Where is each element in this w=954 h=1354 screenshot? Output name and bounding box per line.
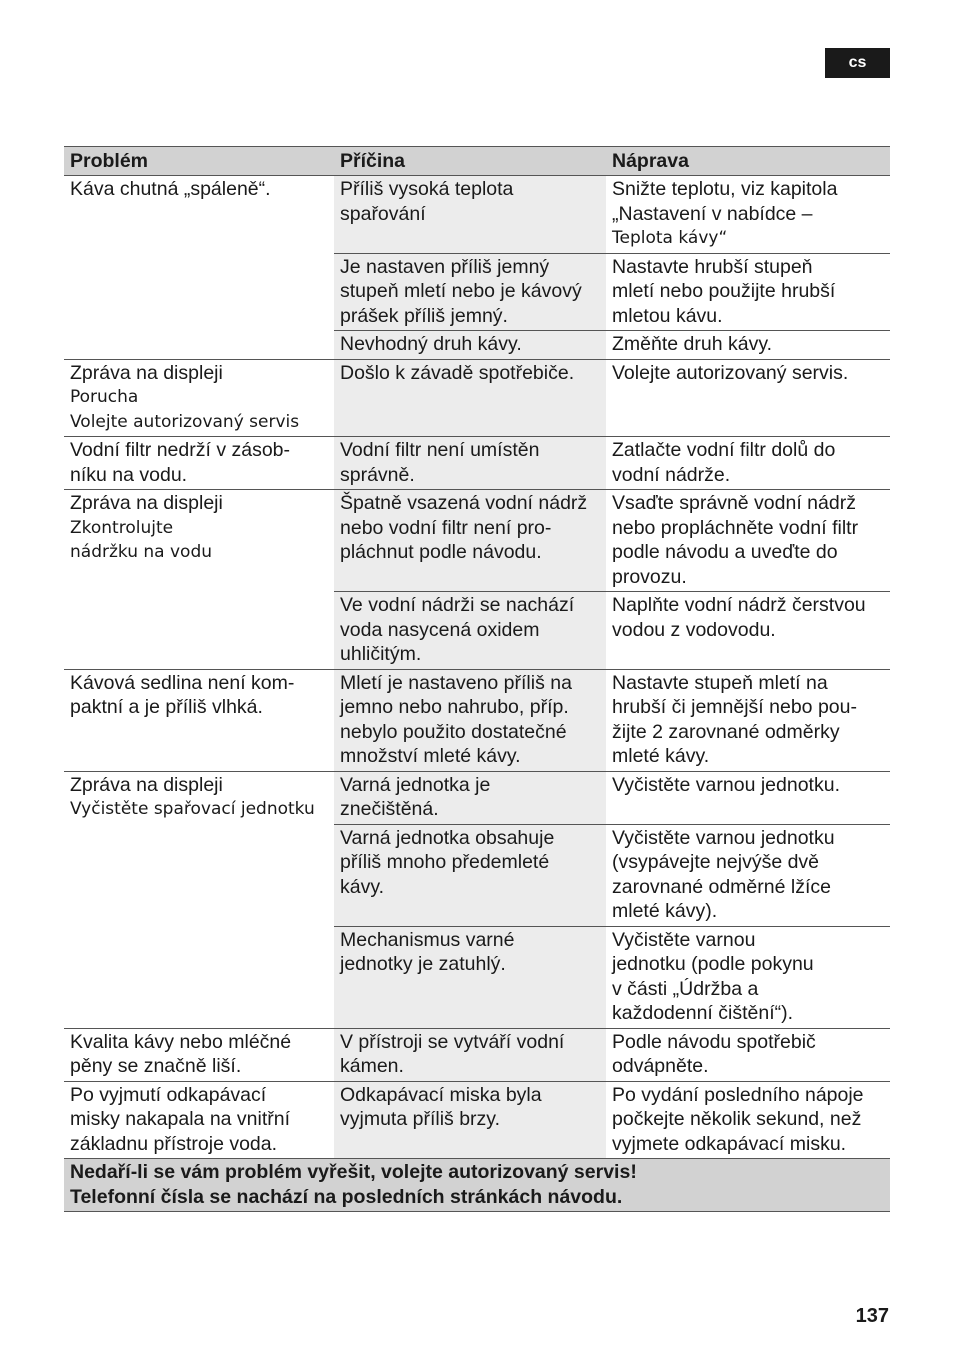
text-line: Mletí je nastaveno příliš na — [340, 671, 572, 694]
text-line: misky nakapala na vnitřní — [70, 1108, 291, 1130]
text-line: mleté kávy. — [612, 745, 710, 767]
text-line: spařování — [340, 202, 426, 225]
text-line: jemno nebo nahrubo, příp. — [340, 696, 569, 718]
text-line: Ve vodní nádrži se nachází — [340, 594, 575, 616]
text-line: správně. — [340, 463, 415, 486]
fix-cell — [606, 926, 890, 1028]
cause-cell — [334, 490, 606, 592]
text-line: jednotku (podle pokynu — [612, 953, 814, 975]
text-line: (vsypávejte nejvýše dvě — [612, 851, 820, 873]
text-line: Snižte teplotu, viz kapitola — [612, 178, 838, 200]
text-line: zarovnané odměrné lžíce — [612, 875, 831, 898]
text-line: Káva chutná „spáleně“. — [70, 178, 271, 200]
fix-cell — [606, 359, 890, 437]
text-line: Vodní filtr nedrží v zásob- — [70, 439, 291, 461]
header-problem: Problém — [64, 147, 334, 176]
footer-note — [64, 1159, 890, 1212]
page-number: 137 — [855, 1305, 889, 1327]
cause-cell — [334, 176, 606, 254]
text-line: nebo propláchněte vodní filtr — [612, 516, 859, 539]
cause-cell — [334, 592, 606, 670]
text-line: uhličitým. — [340, 643, 422, 665]
fix-cell — [606, 592, 890, 670]
text-line: „Nastavení v nabídce – — [612, 202, 813, 225]
text-line: pláchnut podle návodu. — [340, 541, 542, 563]
text-line: Zpráva na displeji — [70, 773, 223, 796]
text-line: Nevhodný druh kávy. — [340, 333, 522, 355]
problem-cell — [64, 359, 334, 437]
table-body — [64, 176, 890, 1212]
text-line: kávy. — [340, 875, 385, 898]
text-line: základnu přístroje voda. — [70, 1132, 278, 1155]
fix-cell — [606, 176, 890, 254]
problem-cell — [64, 771, 334, 1028]
text-line: Vodní filtr není umístěn — [340, 439, 540, 461]
problem-cell — [64, 176, 334, 360]
footer-row — [64, 1159, 890, 1212]
text-line: Volejte autorizovaný servis. — [612, 361, 849, 384]
cause-cell — [334, 1081, 606, 1159]
text-line: prášek příliš jemný. — [340, 304, 508, 327]
text-line: Příliš vysoká teplota — [340, 178, 514, 200]
display-message-line: Porucha — [70, 387, 139, 407]
text-line: Změňte druh kávy. — [612, 333, 773, 355]
text-line: počkejte několik sekund, než — [612, 1108, 862, 1130]
text-line: Došlo k závadě spotřebiče. — [340, 361, 575, 384]
text-line: vyjmete odkapávací misku. — [612, 1132, 847, 1155]
table-row — [64, 669, 890, 771]
text-line: Varná jednotka je — [340, 773, 491, 796]
troubleshooting-table — [64, 146, 890, 1212]
table-row — [64, 359, 890, 437]
text-line: pěny se značně liší. — [70, 1055, 242, 1077]
text-line: Naplňte vodní nádrž čerstvou — [612, 594, 866, 616]
text-line: Vyčistěte varnou jednotku — [612, 826, 835, 849]
text-line: Nastavte stupeň mletí na — [612, 671, 828, 694]
fix-cell — [606, 669, 890, 771]
text-line: Špatně vsazená vodní nádrž — [340, 492, 588, 514]
text-line: Telefonní čísla se nachází na posledních stránkách návodu. — [70, 1185, 623, 1208]
table-row — [64, 1028, 890, 1081]
table-header-row — [64, 147, 890, 176]
cause-cell — [334, 437, 606, 490]
text-line: Mechanismus varné — [340, 928, 515, 951]
fix-cell — [606, 331, 890, 360]
display-message-line: Volejte autorizovaný servis — [70, 411, 300, 432]
table-row — [64, 1081, 890, 1159]
text-line: znečištěná. — [340, 798, 439, 820]
text-line: Podle návodu spotřebič — [612, 1030, 816, 1053]
text-line: níku na vodu. — [70, 463, 188, 486]
text-line: stupeň mletí nebo je kávový — [340, 280, 582, 302]
language-badge: cs — [825, 48, 890, 78]
text-line: Vyčistěte varnou — [612, 928, 756, 951]
fix-cell — [606, 437, 890, 490]
text-line: podle návodu a uveďte do — [612, 541, 838, 563]
header-cause: Příčina — [334, 147, 606, 176]
display-message-line: Teplota kávy“ — [612, 228, 728, 248]
problem-cell — [64, 437, 334, 490]
problem-cell — [64, 490, 334, 670]
cause-cell — [334, 669, 606, 771]
text-line: Zatlačte vodní filtr dolů do — [612, 439, 836, 461]
cause-cell — [334, 926, 606, 1028]
cause-cell — [334, 771, 606, 824]
text-line: Zpráva na displeji — [70, 361, 223, 384]
fix-cell — [606, 771, 890, 824]
text-line: Vyčistěte varnou jednotku. — [612, 773, 840, 796]
text-line: Po vydání posledního nápoje — [612, 1083, 864, 1106]
cause-cell — [334, 253, 606, 331]
text-line: Zpráva na displeji — [70, 492, 223, 514]
text-line: vodou z vodovodu. — [612, 618, 776, 641]
table-row — [64, 176, 890, 254]
text-line: kámen. — [340, 1055, 404, 1077]
cause-cell — [334, 359, 606, 437]
text-line: voda nasycená oxidem — [340, 618, 540, 641]
header-fix: Náprava — [606, 147, 890, 176]
text-line: provozu. — [612, 565, 687, 588]
text-line: Nedaří-li se vám problém vyřešit, volejte autorizovaný servis! — [70, 1161, 637, 1183]
fix-cell — [606, 253, 890, 331]
text-line: nebylo použito dostatečné — [340, 720, 567, 743]
fix-cell — [606, 1028, 890, 1081]
text-line: mletou kávu. — [612, 304, 723, 327]
problem-cell — [64, 1081, 334, 1159]
fix-cell — [606, 490, 890, 592]
table-row — [64, 490, 890, 592]
text-line: množství mleté kávy. — [340, 745, 521, 767]
display-message-line: nádržku na vodu — [70, 542, 213, 562]
cause-cell — [334, 1028, 606, 1081]
text-line: jednotky je zatuhlý. — [340, 953, 506, 975]
text-line: žijte 2 zarovnané odměrky — [612, 720, 840, 743]
display-message-line: Vyčistěte spařovací jednotku — [70, 799, 315, 819]
text-line: Vsaďte správně vodní nádrž — [612, 492, 856, 514]
text-line: Odkapávací miska byla — [340, 1083, 542, 1106]
table-row — [64, 437, 890, 490]
fix-cell — [606, 1081, 890, 1159]
problem-cell — [64, 1028, 334, 1081]
table-row — [64, 771, 890, 824]
text-line: Kávová sedlina není kom- — [70, 671, 295, 694]
text-line: odvápněte. — [612, 1055, 709, 1077]
text-line: v části „Údržba a — [612, 977, 759, 1000]
text-line: každodenní čištění“). — [612, 1002, 794, 1024]
text-line: příliš mnoho předemleté — [340, 851, 550, 873]
cause-cell — [334, 331, 606, 360]
text-line: hrubší či jemnější nebo pou- — [612, 696, 857, 718]
text-line: Varná jednotka obsahuje — [340, 826, 555, 849]
text-line: vyjmuta příliš brzy. — [340, 1108, 500, 1130]
fix-cell — [606, 824, 890, 926]
display-message-line: Zkontrolujte — [70, 517, 174, 538]
text-line: nebo vodní filtr není pro- — [340, 516, 552, 539]
text-line: paktní a je příliš vlhká. — [70, 696, 263, 718]
text-line: mleté kávy). — [612, 900, 718, 922]
text-line: mletí nebo použijte hrubší — [612, 280, 836, 302]
text-line: Po vyjmutí odkapávací — [70, 1083, 267, 1106]
problem-cell — [64, 669, 334, 771]
text-line: vodní nádrže. — [612, 463, 731, 486]
text-line: V přístroji se vytváří vodní — [340, 1030, 565, 1053]
text-line: Nastavte hrubší stupeň — [612, 255, 813, 278]
cause-cell — [334, 824, 606, 926]
text-line: Je nastaven příliš jemný — [340, 255, 550, 278]
text-line: Kvalita kávy nebo mléčné — [70, 1030, 292, 1053]
